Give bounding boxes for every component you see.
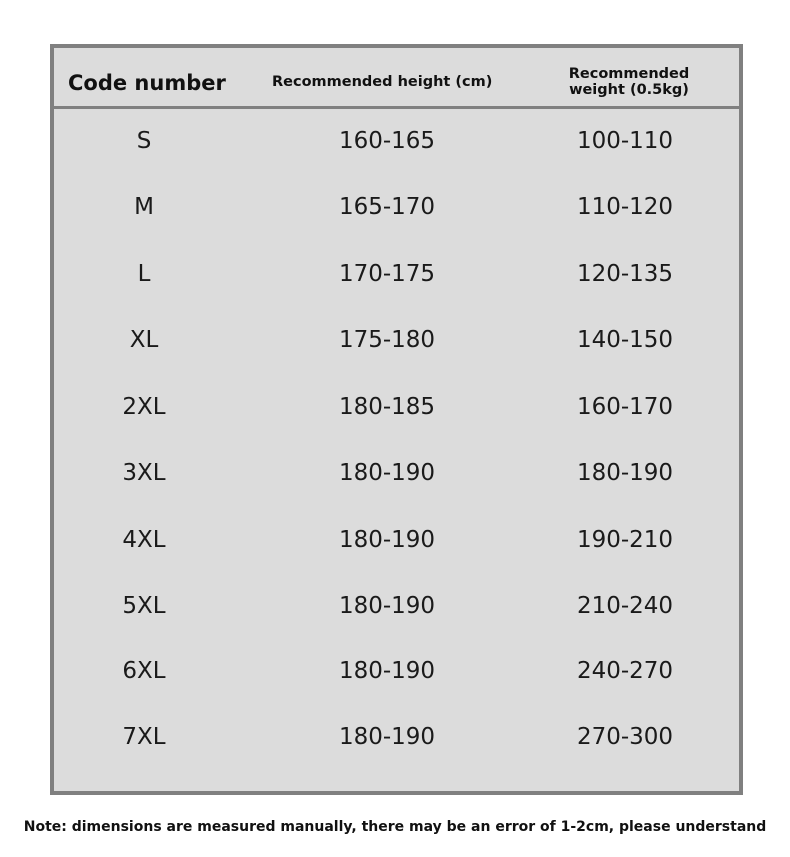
header-weight-line1: Recommended — [568, 66, 690, 82]
cell-code: 4XL — [122, 527, 166, 553]
measurement-note: Note: dimensions are measured manually, there may be an error of 1-2cm, please understand — [23, 819, 767, 835]
cell-weight: 270-300 — [576, 724, 674, 750]
cell-code: 7XL — [122, 724, 166, 750]
cell-height: 180-190 — [338, 460, 436, 486]
cell-height: 175-180 — [338, 327, 436, 353]
cell-height: 180-190 — [338, 724, 436, 750]
cell-weight: 190-210 — [576, 527, 674, 553]
cell-weight: 140-150 — [576, 327, 674, 353]
cell-weight: 120-135 — [576, 261, 674, 287]
table-header — [54, 48, 739, 109]
cell-weight: 110-120 — [576, 194, 674, 220]
table-row — [54, 586, 739, 626]
cell-height: 160-165 — [338, 128, 436, 154]
table-row — [54, 254, 739, 294]
header-recommended-weight — [544, 66, 714, 98]
cell-height: 165-170 — [338, 194, 436, 220]
cell-weight: 210-240 — [576, 593, 674, 619]
table-row — [54, 187, 739, 227]
cell-height: 180-190 — [338, 658, 436, 684]
table-row — [54, 453, 739, 493]
table-row — [54, 520, 739, 560]
table-row — [54, 320, 739, 360]
cell-height: 180-190 — [338, 593, 436, 619]
cell-code: 6XL — [122, 658, 166, 684]
cell-code: M — [134, 194, 154, 220]
header-weight-line2: weight (0.5kg) — [569, 82, 689, 98]
cell-code: S — [136, 128, 152, 154]
header-recommended-height: Recommended height (cm) — [272, 74, 493, 90]
table-row — [54, 387, 739, 427]
cell-code: XL — [129, 327, 159, 353]
table-row — [54, 121, 739, 161]
cell-height: 180-190 — [338, 527, 436, 553]
cell-weight: 160-170 — [576, 394, 674, 420]
cell-weight: 180-190 — [576, 460, 674, 486]
cell-weight: 100-110 — [576, 128, 674, 154]
header-code-number: Code number — [68, 71, 226, 95]
table-row — [54, 651, 739, 691]
cell-height: 170-175 — [338, 261, 436, 287]
cell-weight: 240-270 — [576, 658, 674, 684]
cell-code: 2XL — [122, 394, 166, 420]
cell-code: L — [137, 261, 151, 287]
cell-height: 180-185 — [338, 394, 436, 420]
cell-code: 5XL — [122, 593, 166, 619]
cell-code: 3XL — [122, 460, 166, 486]
size-chart-table — [50, 44, 743, 795]
table-row — [54, 717, 739, 757]
